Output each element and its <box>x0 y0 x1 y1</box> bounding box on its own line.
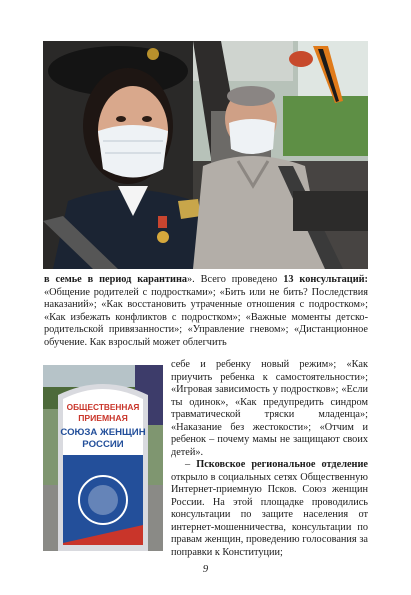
sign-line-2: ПРИЕМНАЯ <box>78 413 128 423</box>
bold-phrase: в семье в период карантина <box>44 274 188 285</box>
body-text-side <box>171 359 368 559</box>
consultation-count: 13 консультаций: <box>283 274 368 285</box>
sign-line-1: ОБЩЕСТВЕННАЯ <box>66 402 140 412</box>
pskov-branch: Псковское региональное отделение <box>196 459 368 470</box>
paragraph-consultations-cont: себе и ребенку новый режим»; «Как приучить ребенка к самостоятельности»; «Игровая зависимость у подростков»; «Если ты одинок», «Как предупредить синдром травматической тряски младенца»; «Наказание без жестокости»; «Отчим и ребенок – почему мамы не защищают своих детей». <box>171 359 368 458</box>
car-selfie-illustration <box>43 41 368 269</box>
paragraph-pskov: – Псковское региональное отделение открыло в социальных сетях Общественную Интернет-приемную Псков. Союз женщин России. На этой площадке проводились консультации по защите населения от интернет-мошенничества, консультации по правам женщин, проведению голосования за поправки к Конституции; <box>171 459 368 558</box>
bottom-photo <box>43 365 163 551</box>
page-number: 9 <box>202 564 209 575</box>
sign-illustration <box>43 365 163 551</box>
sign-line-4: РОССИИ <box>82 439 124 450</box>
paragraph-consultations: в семье в период карантина». Всего проведено 13 консультаций: «Общение родителей с подростками»; «Бить или не бить? Последствия наказаний»; «Как восстановить утраченные отношения с подростком»; «Как избежать конфликтов с подростком»; «Важные моменты детско-родительской привязанности»; «Управление гневом»; «Дистанционное обучение. Как взрослый может облегчить <box>44 274 368 348</box>
sign-line-3: СОЮЗА ЖЕНЩИН <box>60 427 146 438</box>
top-photo <box>43 41 368 269</box>
body-text-full <box>44 274 368 349</box>
